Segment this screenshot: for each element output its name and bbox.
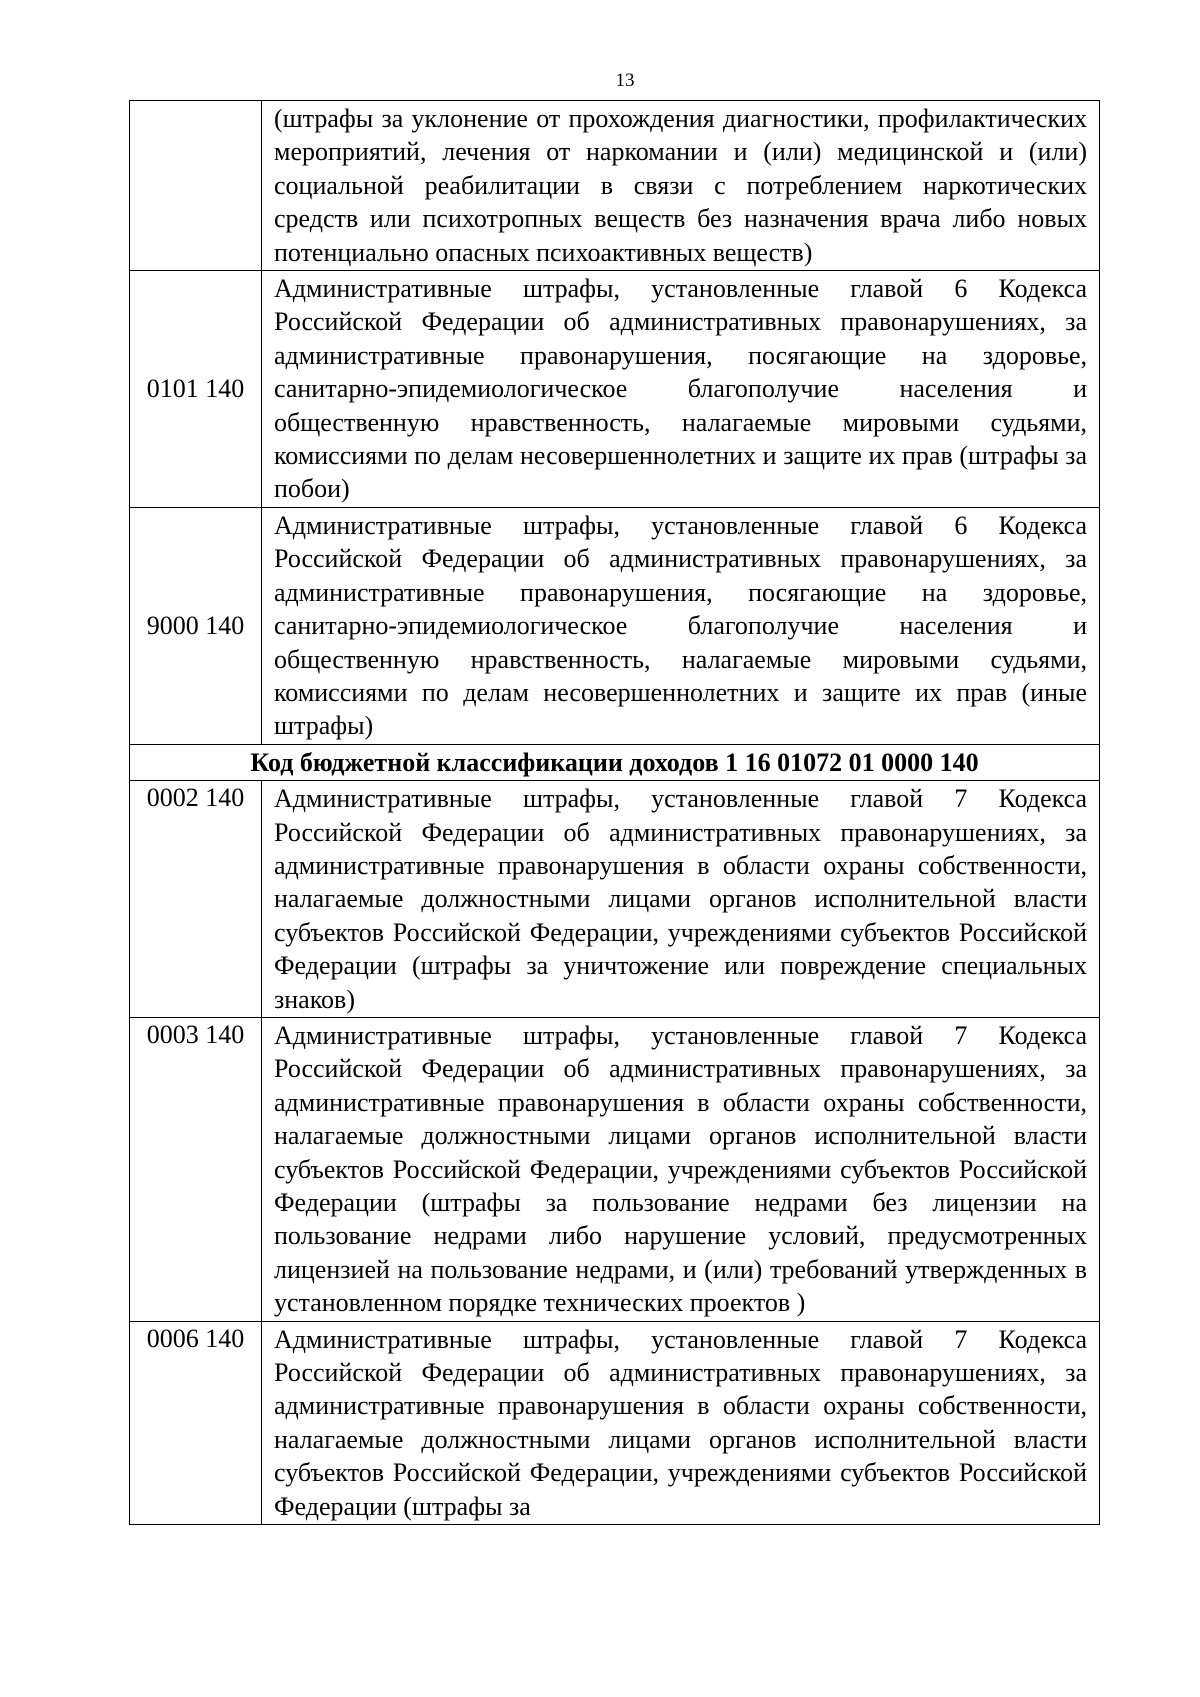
row-code: 0101 140 [130, 271, 262, 508]
row-description: Административные штрафы, установленные главой 7 Кодекса Российской Федерации об административных правонарушениях, за административные правонарушения в области охраны собственности, налагаемые должностными лицами органов исполнительной власти субъектов Российской Федерации, учреждениями субъектов Российской Федерации (штрафы за уничтожение или повреждение специальных знаков) [262, 781, 1100, 1018]
section-header-row [130, 744, 1100, 780]
row-description: Административные штрафы, установленные главой 7 Кодекса Российской Федерации об административных правонарушениях, за административные правонарушения в области охраны собственности, налагаемые должностными лицами органов исполнительной власти субъектов Российской Федерации, учреждениями субъектов Российской Федерации (штрафы за [262, 1321, 1100, 1524]
row-code: 0003 140 [130, 1017, 262, 1321]
row-description: Административные штрафы, установленные главой 6 Кодекса Российской Федерации об административных правонарушениях, за административные правонарушения, посягающие на здоровье, санитарно-эпидемиологическое благополучие населения и общественную нравственность, налагаемые мировыми судьями, комиссиями по делам несовершеннолетних и защите их прав (штрафы за побои) [262, 271, 1100, 508]
page-number: 13 [615, 70, 635, 91]
table-row [130, 101, 1100, 271]
row-code [130, 101, 262, 271]
table-row [130, 781, 1100, 1018]
section-heading: Код бюджетной классификации доходов 1 16 01072 01 0000 140 [130, 744, 1100, 780]
row-description: Административные штрафы, установленные главой 6 Кодекса Российской Федерации об административных правонарушениях, за административные правонарушения, посягающие на здоровье, санитарно-эпидемиологическое благополучие населения и общественную нравственность, налагаемые мировыми судьями, комиссиями по делам несовершеннолетних и защите их прав (иные штрафы) [262, 507, 1100, 744]
table-row [130, 507, 1100, 744]
table-row [130, 1321, 1100, 1524]
table-row [130, 1017, 1100, 1321]
row-description: (штрафы за уклонение от прохождения диагностики, профилактических мероприятий, лечения от наркомании и (или) медицинской и (или) социальной реабилитации в связи с потреблением наркотических средств или психотропных веществ без назначения врача либо новых потенциально опасных психоактивных веществ) [262, 101, 1100, 271]
row-code: 0002 140 [130, 781, 262, 1018]
table-row [130, 271, 1100, 508]
row-description: Административные штрафы, установленные главой 7 Кодекса Российской Федерации об административных правонарушениях, за административные правонарушения в области охраны собственности, налагаемые должностными лицами органов исполнительной власти субъектов Российской Федерации, учреждениями субъектов Российской Федерации (штрафы за пользование недрами без лицензии на пользование недрами либо нарушение условий, предусмотренных лицензией на пользование недрами, и (или) требований утвержденных в установленном порядке технических проектов ) [262, 1017, 1100, 1321]
row-code: 0006 140 [130, 1321, 262, 1524]
budget-classification-table [129, 100, 1100, 1525]
row-code: 9000 140 [130, 507, 262, 744]
